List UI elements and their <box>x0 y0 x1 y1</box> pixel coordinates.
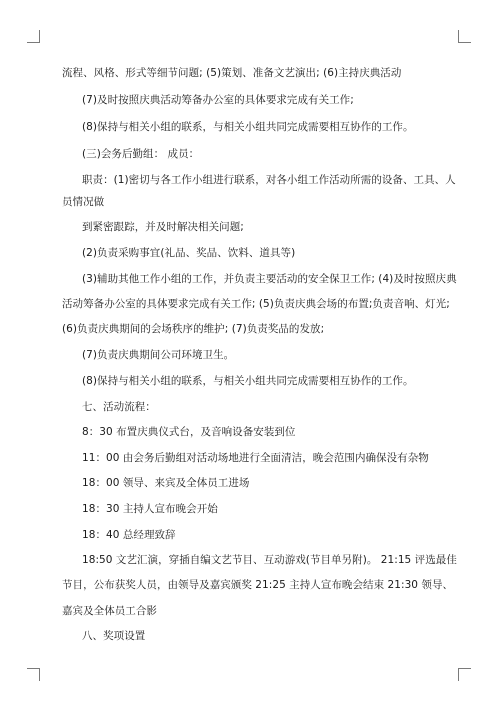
paragraph-line: 员情况做 <box>62 196 105 208</box>
crop-mark-top-right <box>458 30 471 43</box>
paragraph-line: 职责：(1)密切与各工作小组进行联系，对各小组工作活动所需的设备、工具、人 <box>82 174 456 186</box>
section-heading: 七、活动流程： <box>82 401 156 413</box>
paragraph-line: (3)辅助其他工作小组的工作，并负责主要活动的安全保卫工作; (4)及时按照庆典 <box>82 273 457 285</box>
paragraph-line: 活动筹备办公室的具体要求完成有关工作; (5)负责庆典会场的布置;负责音响、灯光; <box>62 298 450 310</box>
section-heading: (三)会务后勤组： 成员： <box>82 148 200 160</box>
paragraph-line: 流程、风格、形式等细节问题; (5)策划、准备文艺演出; (6)主持庆典活动 <box>62 67 402 79</box>
paragraph-line: (8)保持与相关小组的联系，与相关小组共同完成需要相互协作的工作。 <box>82 375 414 387</box>
paragraph-line: (8)保持与相关小组的联系，与相关小组共同完成需要相互协作的工作。 <box>82 121 414 133</box>
crop-mark-bottom-right <box>458 668 471 681</box>
crop-mark-top-left <box>27 30 40 43</box>
section-heading: 八、奖项设置 <box>82 630 146 642</box>
schedule-item: 11：00 由会务后勤组对活动场地进行全面清洁，晚会范围内确保没有杂物 <box>82 452 429 464</box>
crop-mark-bottom-left <box>27 668 40 681</box>
schedule-item: 18：30 主持人宣布晚会开始 <box>82 503 218 515</box>
paragraph-line: 到紧密跟踪，并及时解决相关问题; <box>82 221 244 233</box>
paragraph-line: (7)负责庆典期间公司环境卫生。 <box>82 349 235 361</box>
schedule-item: 18:50 文艺汇演，穿插自编文艺节目、互动游戏(节目单另附)。 21:15 评选最佳 <box>82 554 457 566</box>
schedule-item: 嘉宾及全体员工合影 <box>62 605 157 617</box>
paragraph-line: (2)负责采购事宜(礼品、奖品、饮料、道具等) <box>82 247 296 259</box>
schedule-item: 8：30 布置庆典仪式台，及音响设备安装到位 <box>82 426 296 438</box>
schedule-item: 节目，公布获奖人员，由领导及嘉宾颁奖 21:25 主持人宣布晚会结束 21:30 领导、 <box>62 579 454 591</box>
paragraph-line: (7)及时按照庆典活动筹备办公室的具体要求完成有关工作; <box>82 94 354 106</box>
schedule-item: 18：00 领导、来宾及全体员工进场 <box>82 477 250 489</box>
schedule-item: 18：40 总经理致辞 <box>82 529 176 541</box>
paragraph-line: (6)负责庆典期间的会场秩序的维护; (7)负责奖品的发放; <box>62 323 325 335</box>
